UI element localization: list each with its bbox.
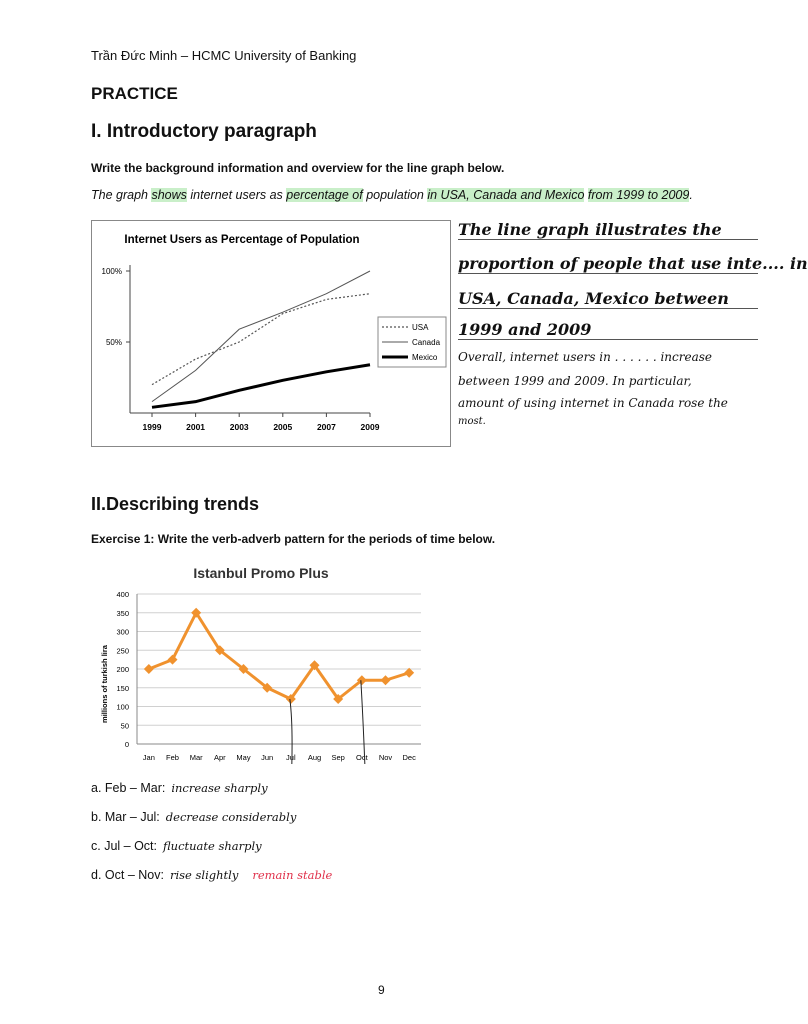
section2-title: II.Describing trends bbox=[91, 494, 260, 514]
highlight: in USA, Canada and Mexico bbox=[427, 188, 585, 202]
x-tick-label: Jan bbox=[142, 753, 155, 762]
y-tick-label: 250 bbox=[116, 646, 129, 656]
series-line bbox=[149, 613, 409, 699]
x-tick-label: Apr bbox=[213, 753, 226, 762]
legend-label: Mexico bbox=[412, 353, 438, 362]
answer-label: b. Mar – Jul: bbox=[91, 810, 160, 824]
example-sentence bbox=[91, 188, 693, 202]
handwriting-line: The line graph illustrates the bbox=[458, 220, 758, 240]
x-tick-label: 2001 bbox=[186, 422, 206, 432]
handwritten-answer: decrease considerably bbox=[165, 810, 297, 824]
data-point bbox=[168, 655, 178, 665]
page-header: Trần Đức Minh – HCMC University of Banking bbox=[91, 48, 357, 63]
x-tick-label: Dec bbox=[402, 753, 416, 762]
handwritten-answer-red: remain stable bbox=[252, 868, 333, 882]
y-tick-label: 0 bbox=[124, 740, 129, 749]
pen-mark bbox=[361, 680, 365, 764]
legend-label: Canada bbox=[412, 338, 441, 347]
x-tick-label: 2005 bbox=[273, 422, 293, 432]
x-tick-label: Feb bbox=[166, 753, 179, 762]
example-text: internet users as bbox=[186, 188, 287, 202]
series-line-mexico bbox=[152, 365, 370, 408]
handwriting-line: USA, Canada, Mexico between bbox=[458, 289, 758, 309]
y-tick-label: 400 bbox=[116, 590, 129, 599]
example-text: . bbox=[689, 188, 693, 202]
handwriting-line: 1999 and 2009 bbox=[458, 320, 758, 340]
answer-row bbox=[91, 868, 332, 882]
x-tick-label: 2007 bbox=[316, 422, 336, 432]
data-point bbox=[144, 664, 154, 674]
handwriting-line: proportion of people that use inte.... in bbox=[458, 254, 808, 273]
practice-heading: PRACTICE bbox=[91, 84, 178, 103]
x-tick-label: Mar bbox=[189, 753, 203, 762]
page-number: 9 bbox=[378, 983, 385, 997]
example-text: The graph bbox=[91, 188, 152, 202]
handwriting-line: amount of using internet in Canada rose the bbox=[458, 396, 728, 410]
y-axis-label: millions of turkish lira bbox=[100, 645, 109, 723]
chart-title: Internet Users as Percentage of Population bbox=[124, 234, 360, 246]
x-tick-label: Oct bbox=[355, 753, 368, 762]
x-tick-label: 1999 bbox=[142, 422, 162, 432]
handwriting-line: Overall, internet users in . . . . . . increase bbox=[458, 350, 712, 364]
handwriting-line: most. bbox=[458, 416, 486, 427]
x-tick-label: Jul bbox=[286, 753, 296, 762]
internet-users-chart-svg bbox=[92, 221, 450, 446]
legend-label: USA bbox=[412, 323, 429, 332]
data-point bbox=[381, 675, 391, 685]
answer-label: a. Feb – Mar: bbox=[91, 781, 166, 795]
y-tick-label: 50% bbox=[105, 338, 122, 347]
y-tick-label: 300 bbox=[116, 627, 129, 637]
y-tick-label: 350 bbox=[116, 608, 129, 618]
x-tick-label: May bbox=[236, 753, 251, 762]
handwritten-answer: rise slightly bbox=[169, 868, 239, 882]
highlight: from 1999 to 2009 bbox=[587, 188, 690, 202]
exercise1-instruction: Exercise 1: Write the verb-adverb pattern for the periods of time below. bbox=[91, 532, 496, 546]
answer-label: d. Oct – Nov: bbox=[91, 868, 164, 882]
y-tick-label: 100 bbox=[116, 702, 129, 712]
x-tick-label: Nov bbox=[378, 753, 393, 762]
handwritten-answer: increase sharply bbox=[171, 781, 268, 795]
istanbul-promo-chart bbox=[91, 556, 431, 768]
example-text: population bbox=[362, 188, 428, 202]
answer-label: c. Jul – Oct: bbox=[91, 839, 157, 853]
series-line-canada bbox=[152, 271, 370, 402]
answer-row bbox=[91, 810, 296, 824]
section1-instruction: Write the background information and overview for the line graph below. bbox=[91, 161, 505, 175]
chart-title: Istanbul Promo Plus bbox=[193, 565, 329, 581]
x-tick-label: Sep bbox=[331, 753, 345, 762]
y-tick-label: 200 bbox=[116, 665, 129, 674]
y-tick-label: 100% bbox=[101, 267, 122, 276]
highlight: shows bbox=[151, 188, 187, 202]
answer-row bbox=[91, 839, 262, 853]
handwritten-answer: fluctuate sharply bbox=[163, 839, 262, 853]
internet-users-chart bbox=[91, 220, 451, 447]
handwriting-line: between 1999 and 2009. In particular, bbox=[458, 374, 692, 388]
x-tick-label: Aug bbox=[307, 753, 322, 762]
istanbul-promo-chart-svg bbox=[91, 556, 431, 768]
y-tick-label: 150 bbox=[116, 683, 129, 693]
highlight: percentage of bbox=[286, 188, 363, 202]
x-tick-label: Jun bbox=[261, 753, 274, 762]
section1-title: I. Introductory paragraph bbox=[91, 121, 317, 142]
y-tick-label: 50 bbox=[120, 721, 129, 731]
answer-row bbox=[91, 781, 268, 795]
x-tick-label: 2003 bbox=[229, 422, 249, 432]
x-tick-label: 2009 bbox=[360, 422, 380, 432]
